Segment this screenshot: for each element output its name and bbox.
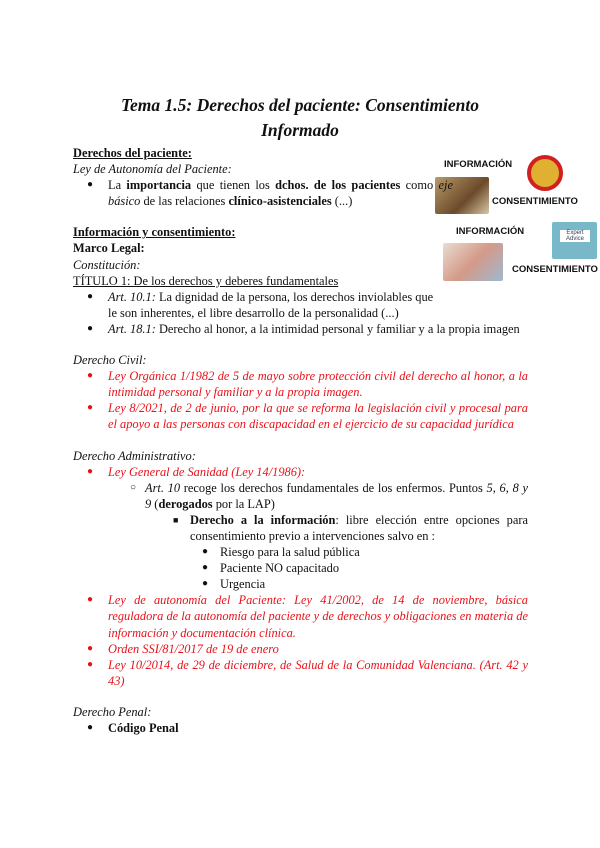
text-span: 5, 6, 8 y 9: [145, 480, 529, 511]
subheading: Ley de Autonomía del Paciente:: [73, 162, 232, 177]
text-span: Art. 10.1:: [108, 289, 156, 304]
bullet-icon: ●: [87, 290, 94, 302]
bullet-icon: ●: [87, 322, 94, 334]
text-span: de las relaciones: [140, 194, 229, 209]
text-span: La: [108, 178, 127, 193]
bullet-icon: ●: [202, 578, 209, 590]
bullet-icon: ●: [87, 658, 94, 670]
text-span: Art. 18.1:: [108, 321, 156, 336]
text-span: Art. 10: [145, 480, 181, 495]
text-span: Derecho al honor, a la intimidad personal y familiar y a la propia imagen: [155, 321, 520, 336]
bullet-icon: ●: [87, 402, 94, 414]
text-span: Informado: [261, 120, 339, 140]
text-span: dchos. de los pacientes: [275, 178, 401, 193]
list-item: [73, 560, 528, 576]
subheading: Marco Legal:: [73, 241, 145, 256]
text-span: (: [151, 496, 159, 511]
list-item: [73, 480, 528, 512]
bullet-icon: ○: [130, 481, 137, 493]
bullet-icon: ●: [87, 594, 94, 606]
list-item: [73, 400, 528, 432]
section-heading: Derechos del paciente:: [73, 146, 192, 160]
list-item: [73, 321, 528, 337]
list-item: [73, 464, 528, 480]
text-span: Ley 10/2014, de 29 de diciembre, de Salud de la Comunidad Valenciana. (Art. 42 y 43): [108, 657, 528, 688]
subheading: Constitución:: [73, 257, 141, 272]
prohibited-icon: [527, 155, 563, 191]
subheading: Derecho Administrativo:: [73, 448, 196, 463]
list-item: [73, 177, 453, 209]
text-span: clínico-asistenciales: [228, 194, 332, 209]
list-item: [73, 592, 528, 640]
subheading: Derecho Civil:: [73, 353, 147, 368]
text-span: Tema 1.5: Derechos del paciente: Consentimiento: [120, 95, 480, 115]
bullet-icon: ●: [202, 546, 209, 558]
list-item: [73, 544, 528, 560]
list-item: [73, 720, 528, 736]
text-span: Ley de autonomía del Paciente: Ley 41/2002, de 14 de noviembre, básica reguladora de la autonomía del paciente y de derechos y obligaciones en materia de información y documentación clínica.: [108, 593, 528, 640]
text-span: importancia: [126, 178, 192, 193]
text-span: INFORMACIÓN: [444, 159, 513, 170]
list-item: [73, 289, 443, 321]
text-span: Ley General de Sanidad (Ley 14/1986):: [108, 464, 306, 479]
text-span: Paciente NO capacitado: [220, 561, 340, 576]
list-item: [73, 512, 528, 544]
text-span: Expert Advice: [560, 230, 590, 242]
text-span: derogados: [158, 496, 213, 511]
text-span: Derecho a la información: [190, 512, 336, 527]
bullet-icon: ●: [87, 370, 94, 382]
bullet-icon: ●: [87, 722, 94, 733]
section-heading: Información y consentimiento:: [73, 225, 236, 240]
bullet-icon: ●: [202, 562, 209, 574]
bullet-icon: ●: [87, 179, 94, 191]
text-span: que tienen los: [191, 178, 276, 193]
list-item: [73, 576, 528, 592]
subheading: Derecho Penal:: [73, 704, 152, 719]
list-item: [73, 641, 528, 657]
text-span: Código Penal: [108, 721, 179, 735]
text-span: (...): [331, 194, 353, 209]
text-span: : libre elección entre opciones para consentimiento previo a intervenciones salvo en :: [190, 512, 529, 543]
list-item: [73, 657, 528, 689]
text-span: Riesgo para la salud pública: [220, 545, 360, 560]
text-span: Ley 8/2021, de 2 de junio, por la que se reforma la legislación civil y procesal para el apoyo a las personas con discapacidad en el ejercicio de su capacidad jurídica: [108, 401, 528, 432]
text-span: Urgencia: [220, 577, 266, 592]
text-span: por la LAP): [212, 496, 275, 511]
text-span: Orden SSI/81/2017 de 19 de enero: [108, 641, 279, 656]
text-span: Ley Orgánica 1/1982 de 5 de mayo sobre protección civil del derecho al honor, a la intimidad personal y familiar y a la propia imagen.: [108, 369, 528, 400]
text-span: como: [400, 178, 439, 193]
list-item: [73, 368, 528, 400]
text-span: CONSENTIMIENTO: [492, 196, 578, 207]
page-title: [0, 93, 600, 143]
text-span: recoge los derechos fundamentales de los enfermos. Puntos: [180, 480, 487, 495]
document-body: [73, 145, 528, 736]
text-span: eje básico: [108, 178, 453, 209]
text-span: La dignidad de la persona, los derechos inviolables que le son inherentes, el libre desarrollo de la personalidad (...): [108, 289, 434, 320]
text-span: INFORMACIÓN: [456, 226, 525, 237]
bullet-icon: ■: [173, 514, 179, 525]
subheading: TÍTULO 1: De los derechos y deberes fundamentales: [73, 273, 339, 288]
text-span: CONSENTIMIENTO: [512, 264, 598, 275]
bullet-icon: ●: [87, 465, 94, 477]
expert-advice-photo: [552, 222, 597, 259]
bullet-icon: ●: [87, 642, 94, 654]
